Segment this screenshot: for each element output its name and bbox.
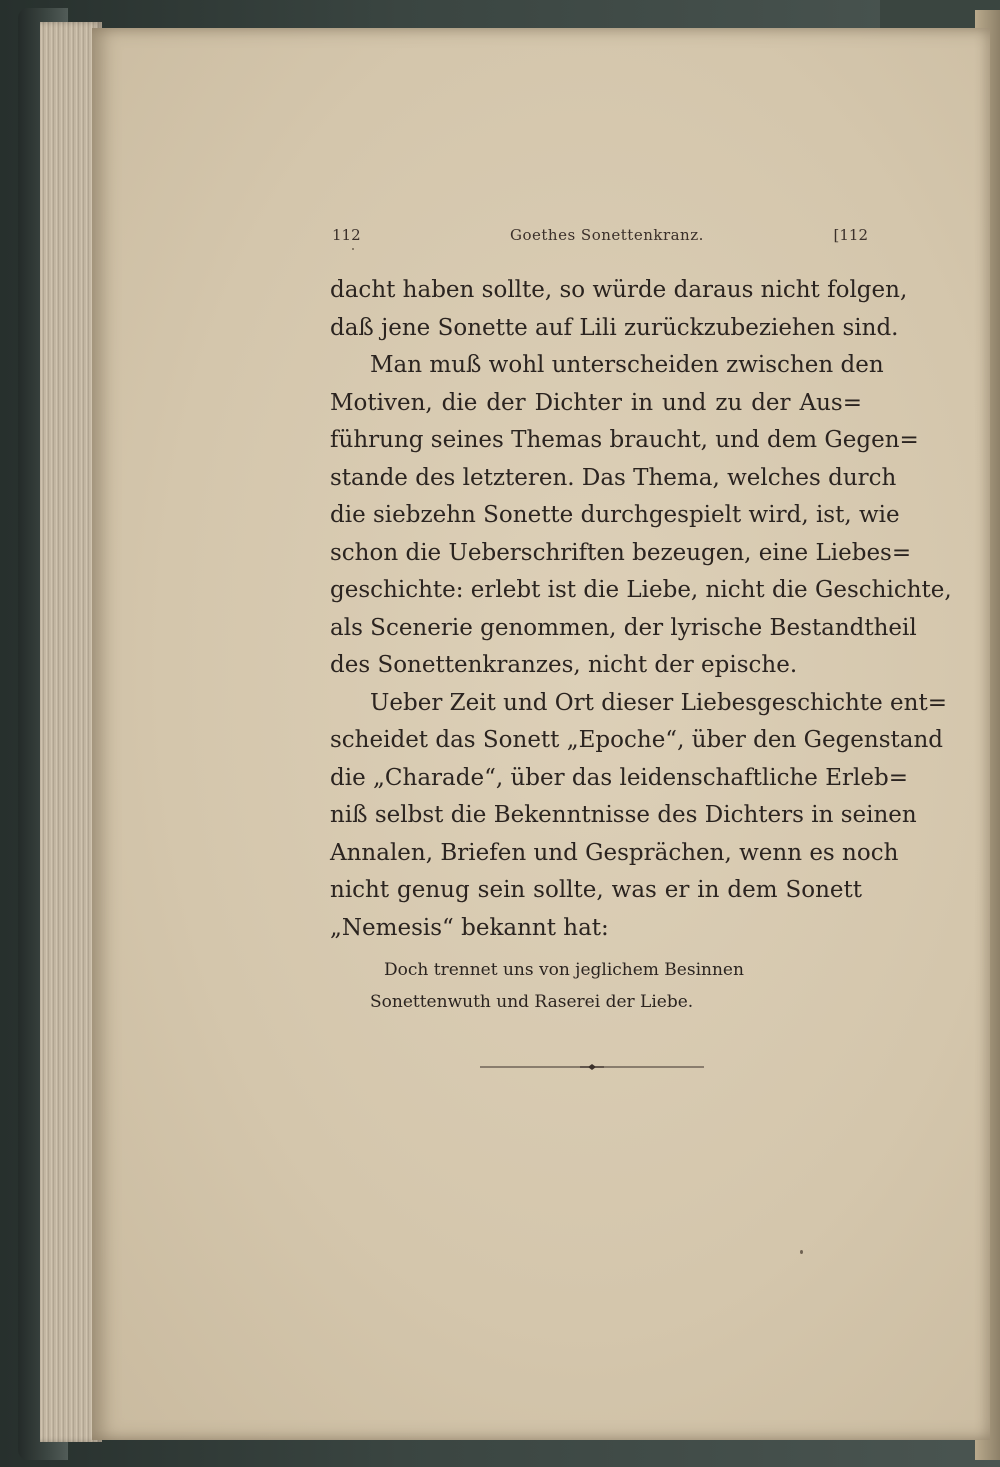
paper-speck (800, 1250, 803, 1254)
text-line: dacht haben sollte, so würde daraus nicht folgen, (330, 277, 908, 303)
paper-speck (352, 248, 354, 250)
text-line: nicht genug sein sollte, was er in dem Sonett (330, 877, 862, 903)
page-number-left: 112 (332, 226, 361, 244)
text-line: Motiven, die der Dichter in und zu der Aus= (330, 389, 862, 416)
text-line: die siebzehn Sonette durchgespielt wird, ist, wie (330, 502, 900, 528)
running-title: Goethes Sonettenkranz. (510, 226, 704, 244)
text-line: Annalen, Briefen und Gesprächen, wenn es noch (330, 839, 899, 866)
verse-quote (370, 954, 810, 1018)
text-line: „Nemesis“ bekannt hat: (330, 914, 609, 941)
quote-line: Sonettenwuth und Raserei der Liebe. (370, 992, 694, 1012)
text-line: als Scenerie genommen, der lyrische Bestandtheil (330, 614, 917, 641)
text-line: stande des letzteren. Das Thema, welches durch (330, 464, 897, 491)
text-line: Ueber Zeit und Ort dieser Liebesgeschichte ent= (370, 689, 947, 716)
text-line: niß selbst die Bekenntnisse des Dichters in seinen (330, 802, 917, 828)
page-header (332, 226, 868, 250)
quote-line: Doch trennet uns von jeglichem Besinnen (384, 960, 744, 980)
text-line: Man muß wohl unterscheiden zwischen den (370, 352, 884, 378)
text-line: schon die Ueberschriften bezeugen, eine Liebes= (330, 539, 912, 566)
page-number-right: [112 (833, 226, 868, 244)
text-line: geschichte: erlebt ist die Liebe, nicht die Geschichte, (330, 577, 952, 603)
ornament-rule (480, 1062, 704, 1072)
text-line: scheidet das Sonett „Epoche“, über den Gegenstand (330, 727, 944, 753)
text-line: führung seines Themas braucht, und dem Gegen= (330, 427, 919, 453)
body-text (330, 272, 952, 947)
text-line: des Sonettenkranzes, nicht der epische. (330, 652, 798, 678)
text-line: die „Charade“, über das leidenschaftliche Erleb= (330, 764, 908, 791)
text-line: daß jene Sonette auf Lili zurückzubeziehen sind. (330, 314, 899, 341)
